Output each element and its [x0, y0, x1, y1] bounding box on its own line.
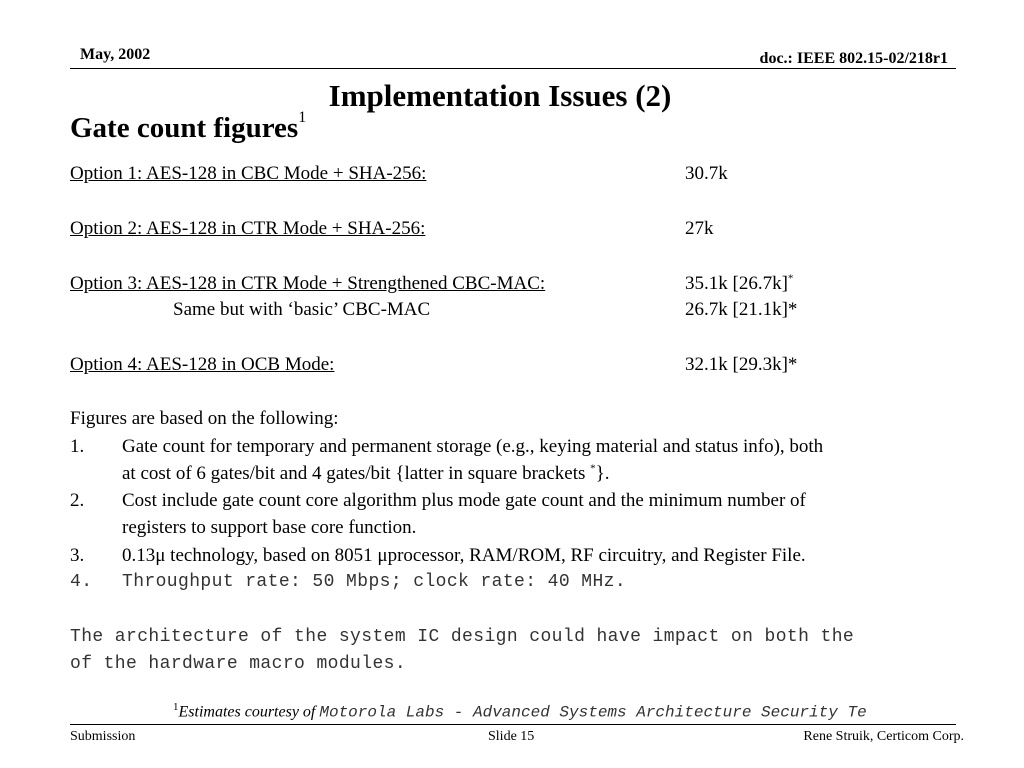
basis-item-1-mark: *: [590, 462, 596, 475]
subtitle-text: Gate count figures: [70, 112, 299, 144]
basis-item-4-num: 4.: [70, 572, 93, 592]
option-4-value: 32.1k [29.3k]*: [685, 354, 798, 375]
footer-author: Rene Struik, Certicom Corp.: [803, 729, 964, 744]
option-3b-label: Same but with ‘basic’ CBC-MAC: [173, 299, 431, 320]
basis-item-2-line2: registers to support base core function.: [122, 517, 417, 538]
footnote-italic: Estimates courtesy of: [178, 703, 320, 721]
basis-item-1-line2: [122, 463, 610, 485]
footnote-source: Motorola Labs - Advanced Systems Architecture Security Te: [319, 703, 867, 722]
architecture-line-1: The architecture of the system IC design could have impact on both the: [70, 627, 855, 647]
basis-item-1-line2b: }.: [595, 463, 610, 484]
header-doc-id: doc.: IEEE 802.15-02/218r1: [759, 50, 948, 67]
basis-item-2-num: 2.: [70, 490, 85, 511]
option-2-label: Option 2: AES-128 in CTR Mode + SHA-256:: [70, 218, 426, 239]
option-2-value: 27k: [685, 218, 714, 239]
slide-title: Implementation Issues (2): [328, 78, 672, 113]
basis-item-1-num: 1.: [70, 436, 85, 457]
basis-item-4-line1: Throughput rate: 50 Mbps; clock rate: 40 MHz.: [122, 572, 627, 592]
basis-item-3-line1: 0.13μ technology, based on 8051 μprocessor, RAM/ROM, RF circuitry, and Register File.: [122, 545, 806, 566]
footer-slide-number: Slide 15: [488, 729, 535, 744]
option-4-label: Option 4: AES-128 in OCB Mode:: [70, 354, 335, 375]
header-rule: [70, 68, 956, 69]
option-3b-value: 26.7k [21.1k]*: [685, 299, 798, 320]
basis-item-3-num: 3.: [70, 545, 85, 566]
footer-rule: [70, 724, 956, 725]
option-1-value: 30.7k: [685, 163, 728, 184]
option-3-label: Option 3: AES-128 in CTR Mode + Strengthened CBC-MAC:: [70, 273, 546, 294]
option-3-value-mark: *: [787, 272, 794, 285]
footnote: [173, 701, 1024, 721]
option-1-label: Option 1: AES-128 in CBC Mode + SHA-256:: [70, 163, 427, 184]
option-3-value: [685, 273, 793, 295]
footer-submission: Submission: [70, 729, 136, 744]
subtitle-footnote-mark: 1: [298, 109, 307, 127]
basis-item-1-line2a: at cost of 6 gates/bit and 4 gates/bit {latter in square brackets: [122, 463, 591, 484]
slide-subtitle: [70, 109, 307, 145]
header-date: May, 2002: [80, 46, 151, 63]
basis-item-2-line1: Cost include gate count core algorithm plus mode gate count and the minimum number of: [122, 490, 806, 511]
architecture-line-2: of the hardware macro modules.: [70, 654, 407, 674]
footnote-mark: 1: [173, 701, 179, 713]
basis-intro: Figures are based on the following:: [70, 408, 339, 429]
option-3-value-text: 35.1k [26.7k]: [685, 273, 788, 294]
basis-item-1-line1: Gate count for temporary and permanent storage (e.g., keying material and status info), both: [122, 436, 824, 457]
